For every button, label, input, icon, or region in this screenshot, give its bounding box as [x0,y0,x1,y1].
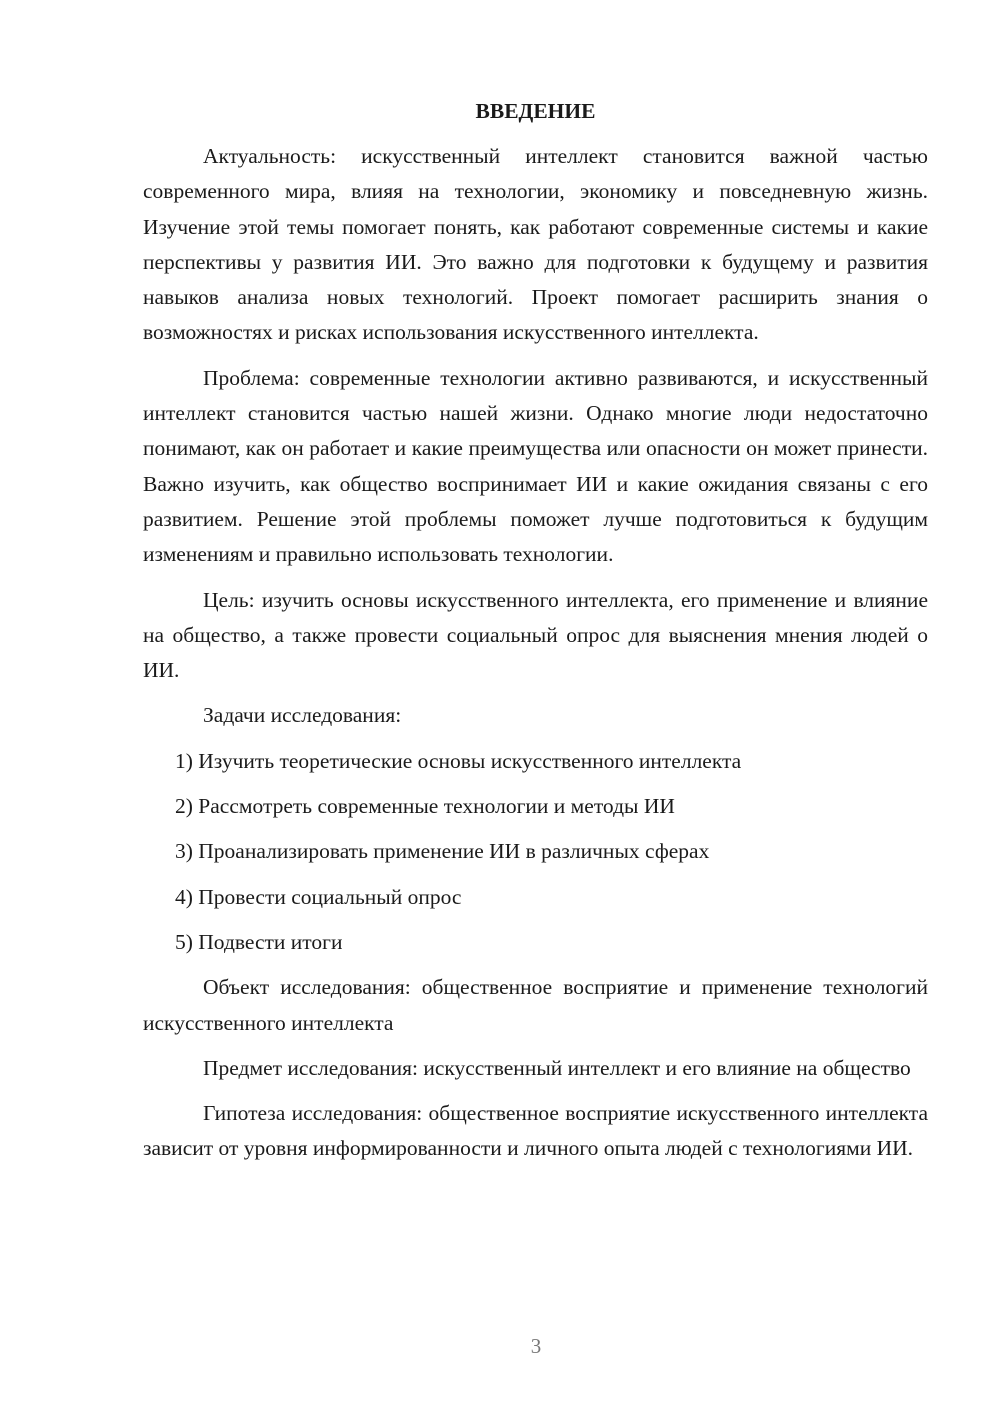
paragraph-object: Объект исследования: общественное восприятие и применение технологий искусственного интеллекта [143,975,928,1035]
task-item: 4) Провести социальный опрос [175,884,462,909]
tasks-list [143,744,928,960]
paragraph-problem: Проблема: современные технологии активно развиваются, и искусственный интеллект становится частью нашей жизни. Однако многие люди недостаточно понимают, как он работает и какие преимущества или опасности он может принести. Важно изучить, как общество воспринимает ИИ и какие ожидания связаны с его развитием. Решение этой проблемы поможет лучше подготовиться к будущим изменениям и правильно использовать технологии. [143,365,928,567]
paragraph-relevance: Актуальность: искусственный интеллект становится важной частью современного мира, влияя на технологии, экономику и повседневную жизнь. Изучение этой темы помогает понять, как работают современные системы и какие перспективы у развития ИИ. Это важно для подготовки к будущему и развития навыков анализа новых технологий. Проект помогает расширить знания о возможностях и рисках использования искусственного интеллекта. [143,144,928,345]
paragraph-subject: Предмет исследования: искусственный интеллект и его влияние на общество [203,1055,911,1080]
paragraph-goal: Цель: изучить основы искусственного интеллекта, его применение и влияние на общество, а также провести социальный опрос для выяснения мнения людей о ИИ. [143,587,928,683]
task-item: 1) Изучить теоретические основы искусственного интеллекта [175,748,742,773]
page-number: 3 [530,1334,542,1358]
section-title: ВВЕДЕНИЕ [475,99,596,123]
task-item: 2) Рассмотреть современные технологии и методы ИИ [175,794,675,819]
paragraph-hypothesis: Гипотеза исследования: общественное восприятие искусственного интеллекта зависит от уровня информированности и личного опыта людей с технологиями ИИ. [143,1101,928,1161]
task-item: 5) Подвести итоги [175,929,343,954]
task-item: 3) Проанализировать применение ИИ в различных сферах [175,839,710,864]
tasks-heading: Задачи исследования: [203,703,402,728]
page-content [143,96,928,1177]
